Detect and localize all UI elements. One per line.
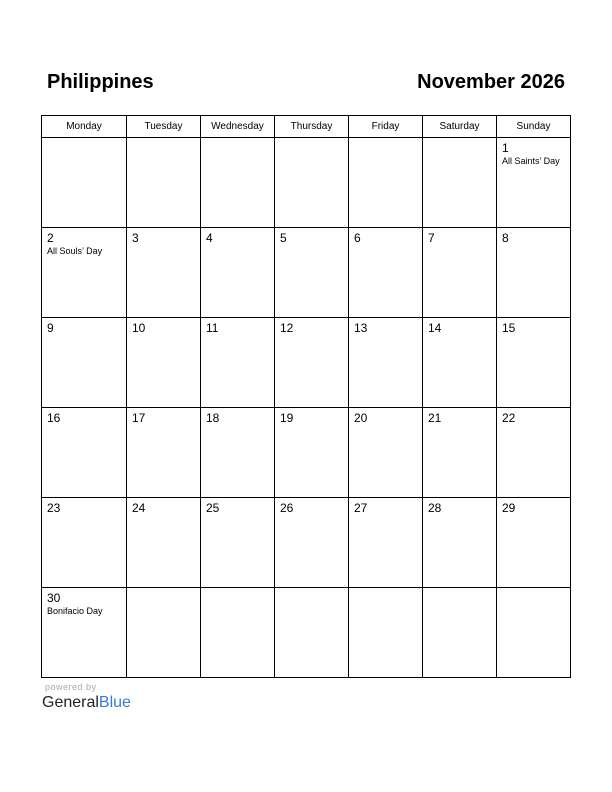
day-cell [42,138,127,228]
week-row [42,588,571,678]
day-cell [275,588,349,678]
country-title: Philippines [47,71,154,93]
week-row [42,138,571,228]
day-cell [349,498,423,588]
day-cell [201,588,275,678]
day-cell [201,498,275,588]
holiday-label: All Souls’ Day [47,246,103,256]
day-number: 15 [502,321,516,335]
powered-by-text: powered by [45,682,97,692]
brand-blue-text: Blue [98,694,131,711]
day-number: 30 [47,591,61,605]
day-number: 26 [280,501,294,515]
day-number: 4 [206,231,213,245]
day-cell [497,138,571,228]
day-cell [127,588,201,678]
weekday-header: Wednesday [201,116,275,138]
day-cell [127,228,201,318]
day-cell [423,228,497,318]
weekday-header: Monday [42,116,127,138]
day-cell [201,408,275,498]
day-number: 24 [132,501,146,515]
day-number: 1 [502,141,509,155]
day-number: 8 [502,231,509,245]
day-number: 27 [354,501,368,515]
day-number: 14 [428,321,442,335]
holiday-label: All Saints’ Day [502,156,560,166]
day-cell [127,408,201,498]
day-number: 10 [132,321,146,335]
day-number: 12 [280,321,294,335]
day-number: 5 [280,231,287,245]
day-number: 3 [132,231,139,245]
day-cell [423,498,497,588]
day-cell [275,228,349,318]
weekday-header: Thursday [275,116,349,138]
day-cell [349,138,423,228]
day-cell [497,498,571,588]
day-cell [201,138,275,228]
day-cell [497,588,571,678]
day-number: 22 [502,411,516,425]
weekday-header-row [42,116,571,138]
day-cell [349,588,423,678]
day-cell [423,408,497,498]
day-cell [423,138,497,228]
day-number: 9 [47,321,54,335]
weekday-header: Tuesday [127,116,201,138]
day-cell [127,498,201,588]
weekday-header: Saturday [423,116,497,138]
day-number: 29 [502,501,516,515]
day-cell [201,318,275,408]
brand-general-text: General [42,694,99,711]
day-cell [275,138,349,228]
day-cell [423,588,497,678]
day-number: 28 [428,501,442,515]
day-cell [423,318,497,408]
day-number: 20 [354,411,368,425]
day-cell [42,588,127,678]
day-cell [42,498,127,588]
day-number: 2 [47,231,54,245]
day-cell [497,408,571,498]
day-number: 16 [47,411,61,425]
day-cell [497,228,571,318]
month-title: November 2026 [417,71,565,93]
day-cell [42,318,127,408]
day-number: 13 [354,321,368,335]
day-number: 19 [280,411,294,425]
week-row [42,228,571,318]
day-cell [497,318,571,408]
day-number: 6 [354,231,361,245]
day-cell [42,228,127,318]
day-number: 7 [428,231,435,245]
day-cell [275,498,349,588]
day-cell [275,318,349,408]
week-row [42,318,571,408]
day-number: 23 [47,501,61,515]
day-number: 11 [206,321,219,335]
day-cell [349,318,423,408]
weekday-header: Friday [349,116,423,138]
day-cell [127,138,201,228]
holiday-label: Bonifacio Day [47,606,103,616]
calendar-grid [41,115,571,678]
day-number: 21 [428,411,442,425]
generalblue-logo[interactable] [42,694,131,712]
week-row [42,498,571,588]
weekday-header: Sunday [497,116,571,138]
week-row [42,408,571,498]
day-number: 18 [206,411,220,425]
day-cell [42,408,127,498]
day-cell [349,228,423,318]
day-number: 25 [206,501,220,515]
day-cell [275,408,349,498]
day-number: 17 [132,411,146,425]
day-cell [201,228,275,318]
day-cell [127,318,201,408]
day-cell [349,408,423,498]
